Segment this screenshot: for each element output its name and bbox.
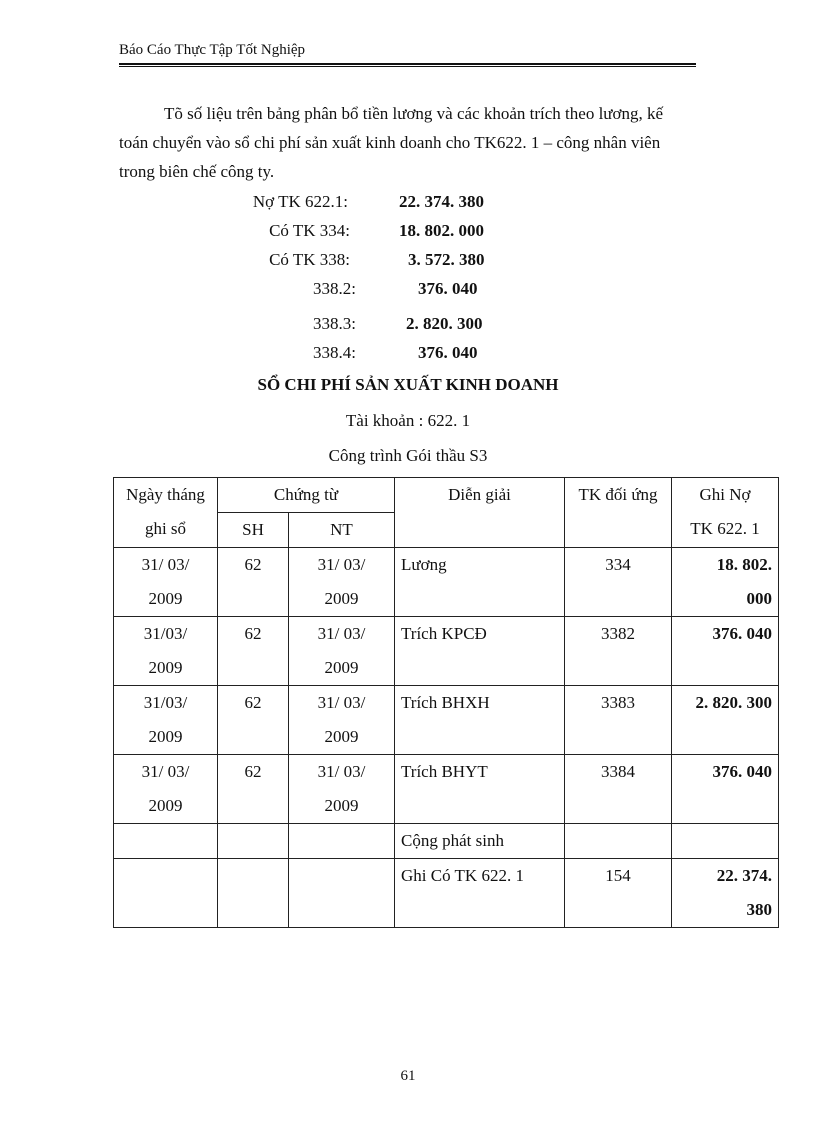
cell-sh: 62 [218,755,289,824]
date-line2: 2009 [148,589,183,608]
nt-line1: 31/ 03/ [317,693,366,712]
cell-contra-account: 334 [565,548,672,617]
journal-value: 18. 802. 000 [399,221,484,240]
table-header-row [114,478,779,513]
cell-sh [218,824,289,859]
nt-line1: 31/ 03/ [317,555,366,574]
cell-amount [672,755,779,824]
header-description: Diễn giải [395,478,565,548]
cell-description: Trích BHXH [395,686,565,755]
cell-nt [289,824,395,859]
header-debit-line1: Ghi Nợ [699,485,751,504]
journal-label: Nợ TK 622.1: [252,192,348,211]
header-debit-line2: TK 622. 1 [690,519,760,538]
header-contra-account: TK đối ứng [565,478,672,548]
journal-value: 3. 572. 380 [408,250,485,269]
cell-description: Trích BHYT [395,755,565,824]
ledger-title: SỔ CHI PHÍ SẢN XUẤT KINH DOANH [257,375,559,394]
cell-nt [289,617,395,686]
nt-line2: 2009 [324,727,359,746]
journal-label: 338.4: [313,343,356,362]
amount-line1: 2. 820. 300 [695,693,772,712]
journal-value: 376. 040 [418,279,478,298]
cell-date [114,755,218,824]
cell-amount [672,617,779,686]
table-row [114,617,779,686]
cell-description: Lương [395,548,565,617]
table-row [114,755,779,824]
intro-line-2: toán chuyển vào sổ chi phí sản xuất kinh doanh cho TK622. 1 – công nhân viên [119,133,661,152]
page-number: 61 [400,1068,416,1084]
cell-contra-account: 3384 [565,755,672,824]
cell-sh: 62 [218,686,289,755]
amount-line1: 18. 802. [716,555,772,574]
cell-nt [289,686,395,755]
date-line2: 2009 [148,658,183,677]
ledger-account: Tài khoản : 622. 1 [345,411,471,430]
amount-line2: 380 [746,900,772,919]
cell-amount [672,548,779,617]
journal-value: 22. 374. 380 [399,192,484,211]
cell-description: Trích KPCĐ [395,617,565,686]
ledger-project: Công trình Gói thầu S3 [328,446,488,465]
nt-line2: 2009 [324,589,359,608]
cell-date [114,617,218,686]
nt-line1: 31/ 03/ [317,762,366,781]
date-line2: 2009 [148,727,183,746]
nt-line1: 31/ 03/ [317,624,366,643]
date-line1: 31/ 03/ [141,555,190,574]
header-voucher: Chứng từ [218,478,395,513]
cell-sh [218,859,289,928]
amount-line1: 376. 040 [712,624,772,643]
cell-contra-account: 3382 [565,617,672,686]
cell-sh: 62 [218,548,289,617]
cell-contra-account: 154 [565,859,672,928]
cell-nt [289,548,395,617]
header-debit [672,478,779,548]
amount-line2: 000 [746,589,772,608]
intro-line-3: trong biên chế công ty. [119,162,275,181]
journal-value: 2. 820. 300 [406,314,483,333]
table-row [114,686,779,755]
journal-label: 338.3: [313,314,356,333]
ledger-table [113,477,779,928]
journal-label: Có TK 338: [269,250,350,269]
cell-amount [672,859,779,928]
amount-line1: 22. 374. [716,866,772,885]
header-rule-thick [119,63,696,65]
nt-line2: 2009 [324,796,359,815]
running-header: Báo Cáo Thực Tập Tốt Nghiệp [119,42,306,58]
header-date [114,478,218,548]
journal-value: 376. 040 [418,343,478,362]
credit-row [114,859,779,928]
journal-label: Có TK 334: [269,221,350,240]
cell-nt [289,859,395,928]
date-line1: 31/ 03/ [141,762,190,781]
cell-amount [672,824,779,859]
header-nt: NT [289,513,395,548]
cell-description: Cộng phát sinh [395,824,565,859]
total-row [114,824,779,859]
cell-sh: 62 [218,617,289,686]
cell-nt [289,755,395,824]
table-row [114,548,779,617]
header-date-line2: ghi sổ [144,519,187,538]
cell-description: Ghi Có TK 622. 1 [395,859,565,928]
date-line1: 31/03/ [143,693,188,712]
cell-date [114,686,218,755]
date-line1: 31/03/ [143,624,188,643]
cell-amount [672,686,779,755]
cell-date [114,859,218,928]
cell-contra-account [565,824,672,859]
cell-date [114,548,218,617]
cell-contra-account: 3383 [565,686,672,755]
amount-line1: 376. 040 [712,762,772,781]
nt-line2: 2009 [324,658,359,677]
header-rule-thin [119,66,696,67]
intro-line-1: Tõ số liệu trên bảng phân bổ tiền lương và các khoản trích theo lương, kế [164,104,664,123]
header-date-line1: Ngày tháng [126,485,205,504]
cell-date [114,824,218,859]
journal-label: 338.2: [313,279,356,298]
header-sh: SH [218,513,289,548]
date-line2: 2009 [148,796,183,815]
